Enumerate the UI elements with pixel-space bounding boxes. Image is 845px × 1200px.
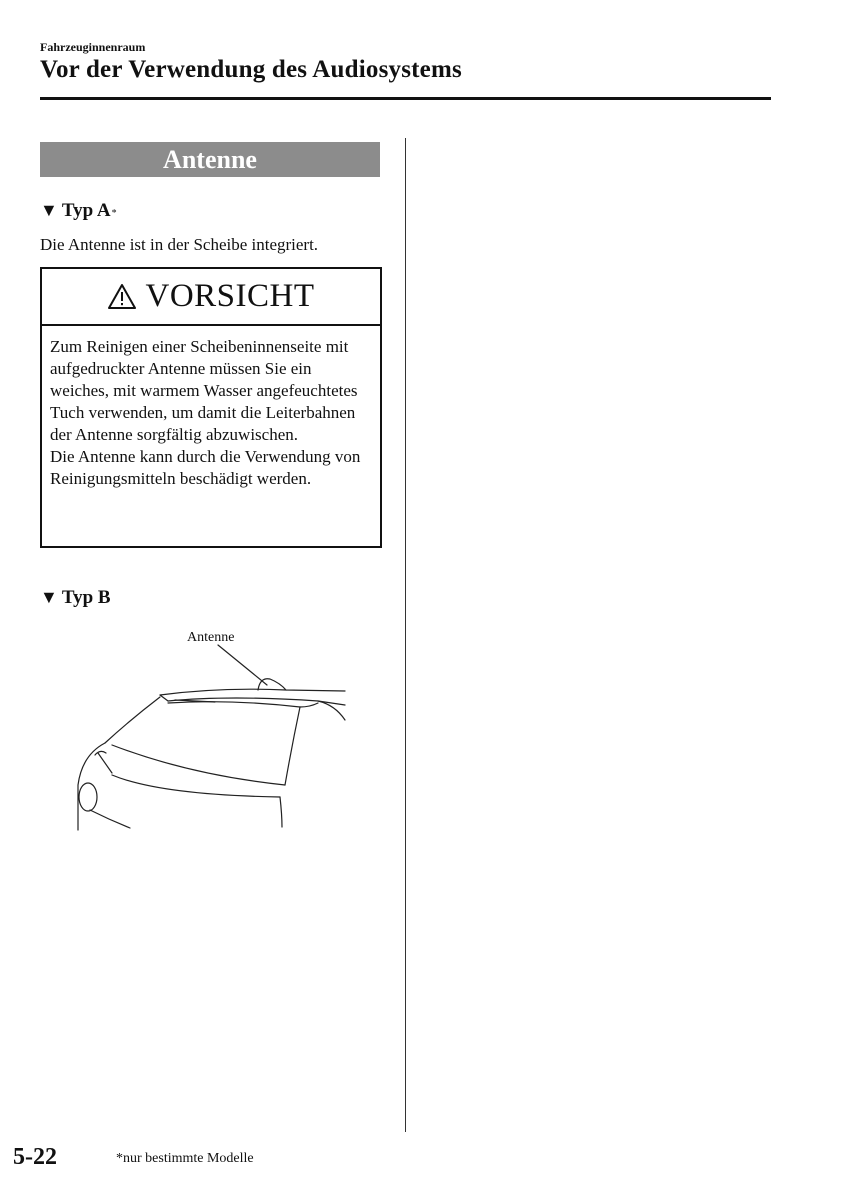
figure-label-antenne: Antenne	[187, 630, 235, 645]
caution-header	[42, 269, 380, 326]
type-a-heading-label: Typ A	[61, 200, 111, 221]
rear-car-antenna-illustration	[60, 625, 360, 835]
caution-body	[42, 326, 380, 490]
triangle-down-icon: ▼	[40, 587, 58, 607]
caution-title: VORSICHT	[145, 278, 315, 314]
caution-paragraph-1: Zum Reinigen einer Scheibeninnenseite mit aufgedruckter Antenne müssen Sie ein weiches, mit warmem Wasser angefeuchtetes Tuch verwenden, um damit die Leiterbahnen der Antenne sorgfältig abzuwischen.	[50, 337, 358, 444]
section-label: Fahrzeuginnenraum	[40, 40, 146, 54]
page-title: Vor der Verwendung des Audiosystems	[40, 56, 462, 83]
title-rule	[40, 97, 771, 100]
page-number: 5-22	[13, 1144, 57, 1170]
type-a-text: Die Antenne ist in der Scheibe integriert.	[40, 235, 319, 254]
caution-box	[40, 267, 382, 548]
warning-triangle-icon	[107, 283, 137, 310]
column-divider	[405, 138, 406, 1132]
footnote-marker: *	[111, 208, 117, 219]
type-b-heading	[40, 587, 111, 609]
antenne-section-banner: Antenne	[40, 142, 380, 177]
type-b-heading-label: Typ B	[61, 587, 111, 608]
triangle-down-icon: ▼	[40, 200, 58, 220]
caution-paragraph-2: Die Antenne kann durch die Verwendung von Reinigungsmitteln beschädigt werden.	[50, 447, 361, 488]
footnote: *nur bestimmte Modelle	[116, 1151, 254, 1166]
type-a-heading	[40, 200, 117, 222]
